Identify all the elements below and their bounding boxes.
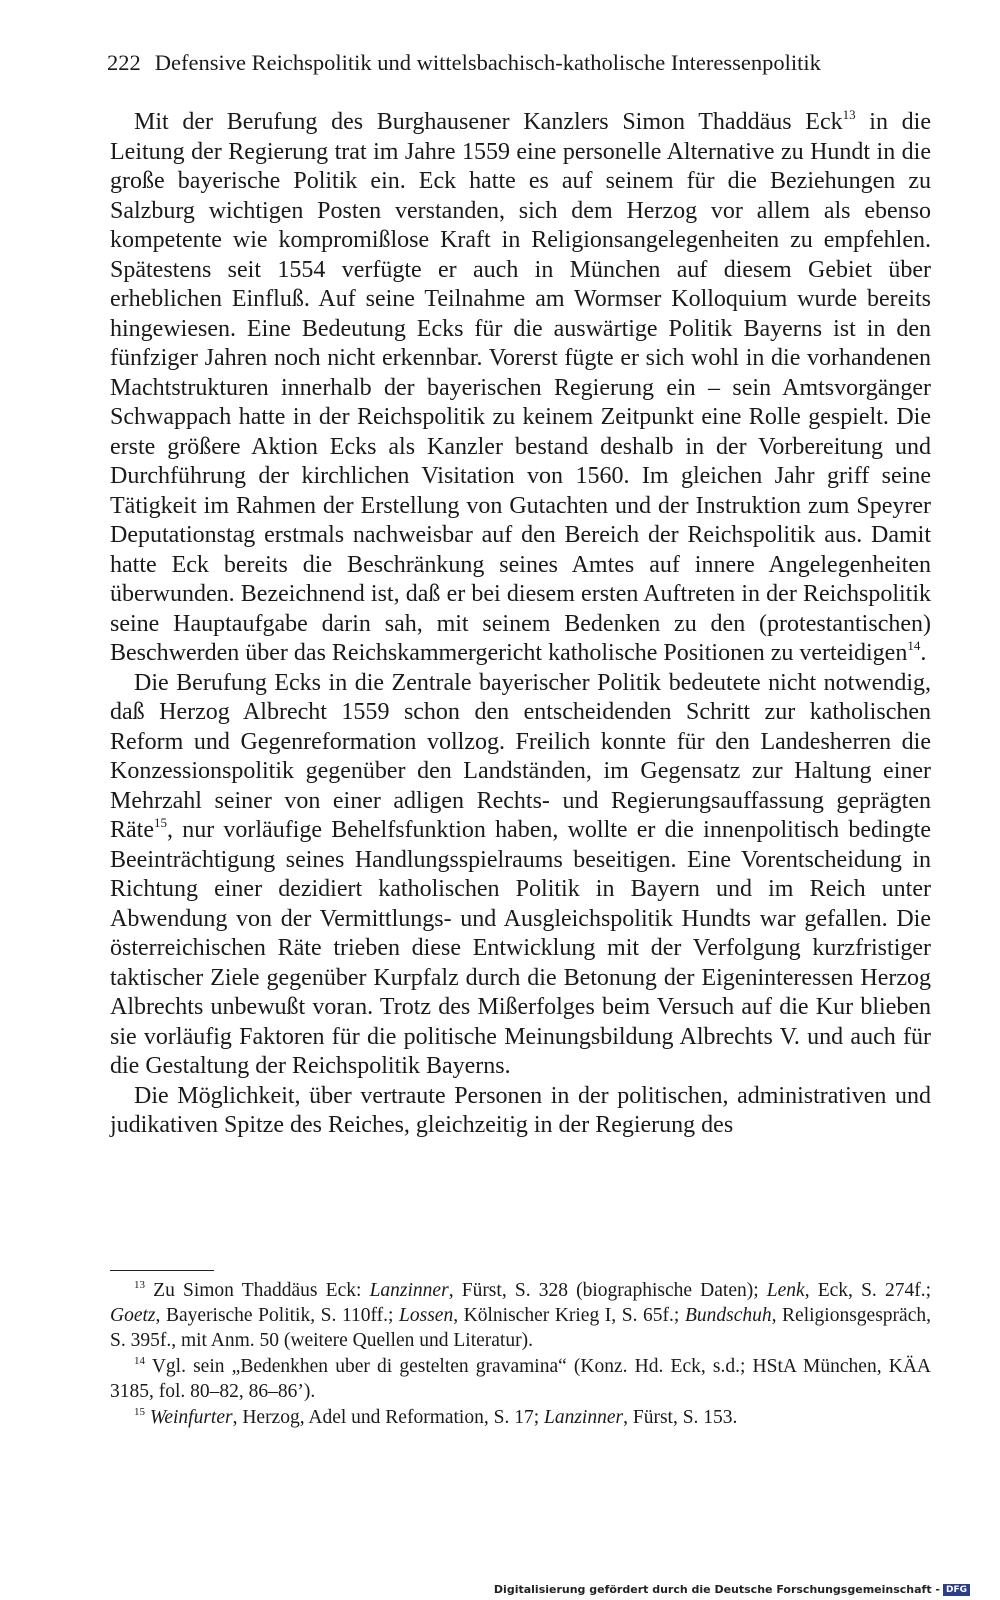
dfg-logo: DFG — [943, 1584, 970, 1596]
footnote-author: Goetz — [110, 1305, 156, 1326]
footnote-text: , Kölnischer Krieg I, S. 65f.; — [453, 1305, 685, 1326]
digitization-credit — [494, 1583, 970, 1596]
paragraph-text: Die Möglichkeit, über vertraute Personen in der politischen, administrativen und judikativen Spitze des Reiches, gleichzeitig in der Regierung des — [110, 1082, 931, 1138]
footnote-text: Vgl. sein „Bedenkhen uber di gestelten gravamina“ (Konz. Hd. Eck, s.d.; HStA München, KÄA 3185, fol. 80–82, 86–86’). — [110, 1356, 931, 1402]
footnote-author: Lenk — [766, 1280, 805, 1301]
footnote — [110, 1354, 931, 1404]
page-number: 222 — [107, 50, 141, 75]
paragraph-text: Mit der Berufung des Burghausener Kanzlers Simon Thaddäus Eck — [134, 109, 843, 135]
footnote-ref: 13 — [842, 107, 856, 122]
body-text — [110, 108, 931, 1141]
footnote-ref: 15 — [153, 815, 167, 830]
footnote-author: Lanzinner — [369, 1280, 449, 1301]
footnote-text: , Bayerische Politik, S. 110ff.; — [155, 1305, 400, 1326]
paragraph — [110, 108, 931, 669]
footnote-ref: 14 — [907, 638, 921, 653]
footnote-author: Lossen — [399, 1305, 454, 1326]
footnote-text: , Religionsgespräch, S. 395f., mit Anm. 50 (weitere Quellen und Literatur). — [110, 1305, 931, 1351]
paragraph-text: . — [920, 640, 927, 666]
credit-text: Digitalisierung gefördert durch die Deutsche Forschungsgemeinschaft - — [493, 1583, 940, 1596]
footnote-author: Lanzinner — [544, 1407, 624, 1428]
running-title: Defensive Reichspolitik und wittelsbachisch-katholische Interessenpolitik — [154, 50, 821, 75]
footnote-text: , Fürst, S. 153. — [623, 1407, 738, 1428]
footnote-number: 14 — [134, 1355, 145, 1367]
footnote — [110, 1405, 931, 1430]
footnotes — [110, 1278, 931, 1431]
footnote-text: Zu Simon Thaddäus Eck: — [153, 1280, 370, 1301]
paragraph-text: , nur vorläufige Behelfsfunktion haben, wollte er die innenpolitisch bedingte Beeinträchtigung seines Handlungsspielraums beseitigen. Eine Vorentscheidung in Richtung einer dezidiert katholischen Politik in Bayern und im Reich unter Abwendung von der Vermittlungs- und Ausgleichspolitik Hundts war gefallen. Die österreichischen Räte trieben diese Entwicklung mit der Verfolgung kurzfristiger taktischer Ziele gegenüber Kurpfalz durch die Betonung der Eigeninteressen Herzog Albrechts unbewußt voran. Trotz des Mißerfolges beim Versuch auf die Kur blieben sie vorläufig Faktoren für die politische Meinungsbildung Albrechts V. und auch für die Gestaltung der Reichspolitik Bayerns. — [110, 817, 931, 1079]
footnote — [110, 1278, 931, 1353]
footnote-number: 15 — [134, 1406, 145, 1418]
footnote-number: 13 — [134, 1279, 145, 1291]
paragraph — [110, 1082, 931, 1141]
running-header — [107, 48, 897, 78]
paragraph-text: Die Berufung Ecks in die Zentrale bayerischer Politik bedeutete nicht notwendig, daß Herzog Albrecht 1559 schon den entscheidenden Schritt zur katholischen Reform und Gegenreformation vollzog. Freilich konnte für den Landesherren die Konzessionspolitik gegenüber den Landständen, im Gegensatz zur Haltung einer Mehrzahl seiner von einer adligen Rechts- und Regierungsauffassung geprägten Räte — [110, 669, 931, 843]
footnote-text: , Eck, S. 274f.; — [804, 1280, 931, 1301]
footnote-text: , Fürst, S. 328 (biographische Daten); — [448, 1280, 767, 1301]
paragraph-text: in die Leitung der Regierung trat im Jahre 1559 eine personelle Alternative zu Hundt in die große bayerische Politik ein. Eck hatte es auf seinem für die Beziehungen zu Salzburg wichtigen Posten verstanden, sich dem Herzog vor allem als ebenso kompetente wie kompromißlose Kraft in Religionsangelegenheiten zu empfehlen. Spätestens seit 1554 verfügte er auch in München auf diesem Gebiet über erheblichen Einfluß. Auf seine Teilnahme am Wormser Kolloquium wurde bereits hingewiesen. Eine Bedeutung Ecks für die auswärtige Politik Bayerns ist in den fünfziger Jahren noch nicht erkennbar. Vorerst fügte er sich wohl in die vorhandenen Machtstrukturen innerhalb der bayerischen Regierung ein – sein Amtsvorgänger Schwappach hatte in der Reichspolitik zu keinem Zeitpunkt eine Rolle gespielt. Die erste größere Aktion Ecks als Kanzler bestand deshalb in der Vorbereitung und Durchführung der kirchlichen Visitation von 1560. Im gleichen Jahr griff seine Tätigkeit im Rahmen der Erstellung von Gutachten und der Instruktion zum Speyrer Deputationstag erstmals nachweisbar auf den Bereich der Reichspolitik aus. Damit hatte Eck bereits die Beschränkung seines Amtes auf innere Angelegenheiten überwunden. Bezeichnend ist, daß er bei diesem ersten Auftreten in der Reichspolitik seine Hauptaufgabe darin sah, mit seinem Bedenken zu den (protestantischen) Beschwerden über das Reichskammergericht katholische Positionen zu verteidigen — [110, 109, 931, 666]
paragraph — [110, 669, 931, 1082]
footnote-author: Bundschuh — [684, 1305, 772, 1326]
footnote-text: , Herzog, Adel und Reformation, S. 17; — [232, 1407, 544, 1428]
footnote-author: Weinfurter — [149, 1407, 233, 1428]
footnote-separator — [110, 1270, 214, 1271]
